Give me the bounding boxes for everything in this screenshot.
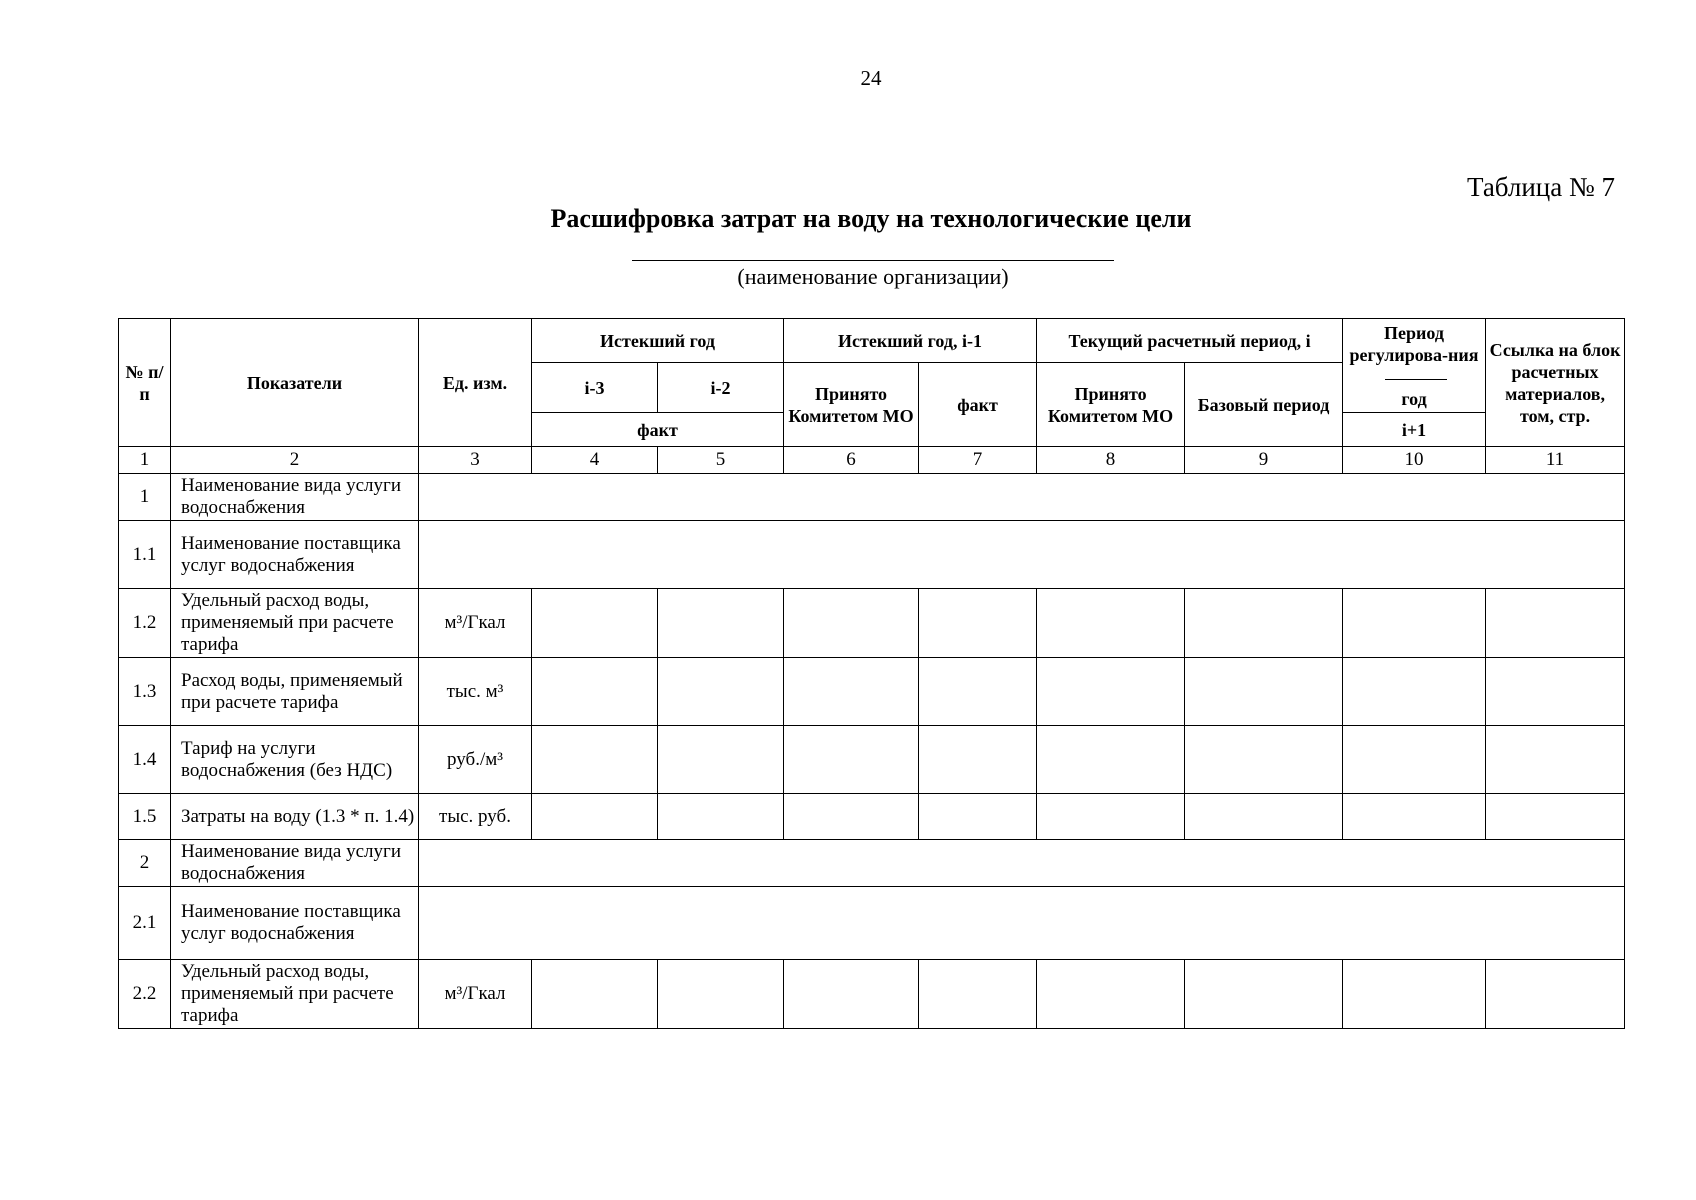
value-cell[interactable] <box>658 726 784 794</box>
value-cell[interactable] <box>919 658 1037 726</box>
header-regulation-period-label: Период регулирова-ния <box>1349 322 1479 365</box>
row-unit: м³/Гкал <box>419 589 532 658</box>
column-number-cell: 10 <box>1343 447 1486 474</box>
value-cell[interactable] <box>1037 794 1185 840</box>
row-number: 1.4 <box>119 726 171 794</box>
value-cell[interactable] <box>658 658 784 726</box>
header-indicators: Показатели <box>171 319 419 447</box>
column-number-cell: 11 <box>1486 447 1625 474</box>
header-fact: факт <box>532 413 784 447</box>
row-number: 2 <box>119 840 171 887</box>
value-cell[interactable] <box>1343 960 1486 1029</box>
value-cell[interactable] <box>1185 960 1343 1029</box>
table-row <box>119 960 1625 1029</box>
header-past-year: Истекший год <box>532 319 784 363</box>
column-number-cell: 8 <box>1037 447 1185 474</box>
table-label: Таблица № 7 <box>1467 172 1615 202</box>
row-unit: тыс. м³ <box>419 658 532 726</box>
row-indicator-name: Наименование поставщика услуг водоснабжения <box>171 521 419 589</box>
value-cell[interactable] <box>1343 658 1486 726</box>
value-cell[interactable] <box>1037 726 1185 794</box>
column-number-cell: 6 <box>784 447 919 474</box>
row-number: 1 <box>119 474 171 521</box>
value-cell[interactable] <box>1486 794 1625 840</box>
value-cell[interactable] <box>1037 589 1185 658</box>
header-past-year-i1: Истекший год, i-1 <box>784 319 1037 363</box>
header-base-period: Базовый период <box>1185 363 1343 447</box>
document-title: Расшифровка затрат на воду на технологические цели <box>550 204 1192 233</box>
value-cell[interactable] <box>1343 794 1486 840</box>
column-number-cell: 2 <box>171 447 419 474</box>
value-cell[interactable] <box>532 589 658 658</box>
header-accepted-mo-current: Принято Комитетом МО <box>1037 363 1185 447</box>
cost-breakdown-table <box>118 318 1625 1029</box>
header-unit: Ед. изм. <box>419 319 532 447</box>
header-num: № п/п <box>119 319 171 447</box>
header-i-plus-1: i+1 <box>1343 413 1486 447</box>
row-unit: руб./м³ <box>419 726 532 794</box>
column-number-cell: 1 <box>119 447 171 474</box>
column-number-cell: 4 <box>532 447 658 474</box>
row-number: 1.1 <box>119 521 171 589</box>
row-indicator-name: Наименование вида услуги водоснабжения <box>171 840 419 887</box>
header-regulation-year: год <box>1401 388 1427 409</box>
value-cell[interactable] <box>784 726 919 794</box>
merged-empty-cell[interactable] <box>419 840 1625 887</box>
organization-name-line <box>632 260 1114 261</box>
table-body <box>119 447 1625 1029</box>
row-indicator-name: Наименование вида услуги водоснабжения <box>171 474 419 521</box>
value-cell[interactable] <box>532 960 658 1029</box>
header-reference: Ссылка на блок расчетных материалов, том, стр. <box>1486 319 1625 447</box>
row-indicator-name: Затраты на воду (1.3 * п. 1.4) <box>171 794 419 840</box>
merged-empty-cell[interactable] <box>419 887 1625 960</box>
regulation-year-blank <box>1385 379 1447 380</box>
value-cell[interactable] <box>784 589 919 658</box>
table-row <box>119 658 1625 726</box>
value-cell[interactable] <box>919 960 1037 1029</box>
table-row <box>119 521 1625 589</box>
header-i2: i-2 <box>658 363 784 413</box>
header-i3: i-3 <box>532 363 658 413</box>
value-cell[interactable] <box>532 658 658 726</box>
merged-empty-cell[interactable] <box>419 474 1625 521</box>
row-indicator-name: Удельный расход воды, применяемый при расчете тарифа <box>171 960 419 1029</box>
value-cell[interactable] <box>1185 794 1343 840</box>
value-cell[interactable] <box>1343 726 1486 794</box>
value-cell[interactable] <box>658 589 784 658</box>
value-cell[interactable] <box>1185 589 1343 658</box>
value-cell[interactable] <box>1185 658 1343 726</box>
page-number: 24 <box>860 66 882 90</box>
column-number-cell: 7 <box>919 447 1037 474</box>
header-fact-i1: факт <box>919 363 1037 447</box>
value-cell[interactable] <box>919 589 1037 658</box>
value-cell[interactable] <box>1185 726 1343 794</box>
row-indicator-name: Расход воды, применяемый при расчете тарифа <box>171 658 419 726</box>
row-number: 2.2 <box>119 960 171 1029</box>
value-cell[interactable] <box>1486 589 1625 658</box>
value-cell[interactable] <box>919 794 1037 840</box>
table-row <box>119 840 1625 887</box>
value-cell[interactable] <box>532 726 658 794</box>
header-current-period: Текущий расчетный период, i <box>1037 319 1343 363</box>
value-cell[interactable] <box>1037 658 1185 726</box>
value-cell[interactable] <box>658 794 784 840</box>
value-cell[interactable] <box>532 794 658 840</box>
row-indicator-name: Удельный расход воды, применяемый при расчете тарифа <box>171 589 419 658</box>
table-row <box>119 589 1625 658</box>
table-row <box>119 794 1625 840</box>
column-number-cell: 3 <box>419 447 532 474</box>
value-cell[interactable] <box>1343 589 1486 658</box>
table-row <box>119 887 1625 960</box>
value-cell[interactable] <box>784 658 919 726</box>
row-indicator-name: Тариф на услуги водоснабжения (без НДС) <box>171 726 419 794</box>
value-cell[interactable] <box>919 726 1037 794</box>
value-cell[interactable] <box>1486 658 1625 726</box>
header-accepted-mo: Принято Комитетом МО <box>784 363 919 447</box>
row-indicator-name: Наименование поставщика услуг водоснабжения <box>171 887 419 960</box>
organization-caption: (наименование организации) <box>737 264 1009 289</box>
column-numbers-row <box>119 447 1625 474</box>
value-cell[interactable] <box>658 960 784 1029</box>
value-cell[interactable] <box>1486 960 1625 1029</box>
column-number-cell: 5 <box>658 447 784 474</box>
table-row <box>119 726 1625 794</box>
header-regulation-period <box>1343 319 1486 413</box>
row-number: 1.5 <box>119 794 171 840</box>
value-cell[interactable] <box>784 960 919 1029</box>
row-number: 1.2 <box>119 589 171 658</box>
merged-empty-cell[interactable] <box>419 521 1625 589</box>
row-unit: тыс. руб. <box>419 794 532 840</box>
row-number: 2.1 <box>119 887 171 960</box>
column-number-cell: 9 <box>1185 447 1343 474</box>
value-cell[interactable] <box>1486 726 1625 794</box>
table-row <box>119 474 1625 521</box>
row-number: 1.3 <box>119 658 171 726</box>
value-cell[interactable] <box>1037 960 1185 1029</box>
value-cell[interactable] <box>784 794 919 840</box>
row-unit: м³/Гкал <box>419 960 532 1029</box>
